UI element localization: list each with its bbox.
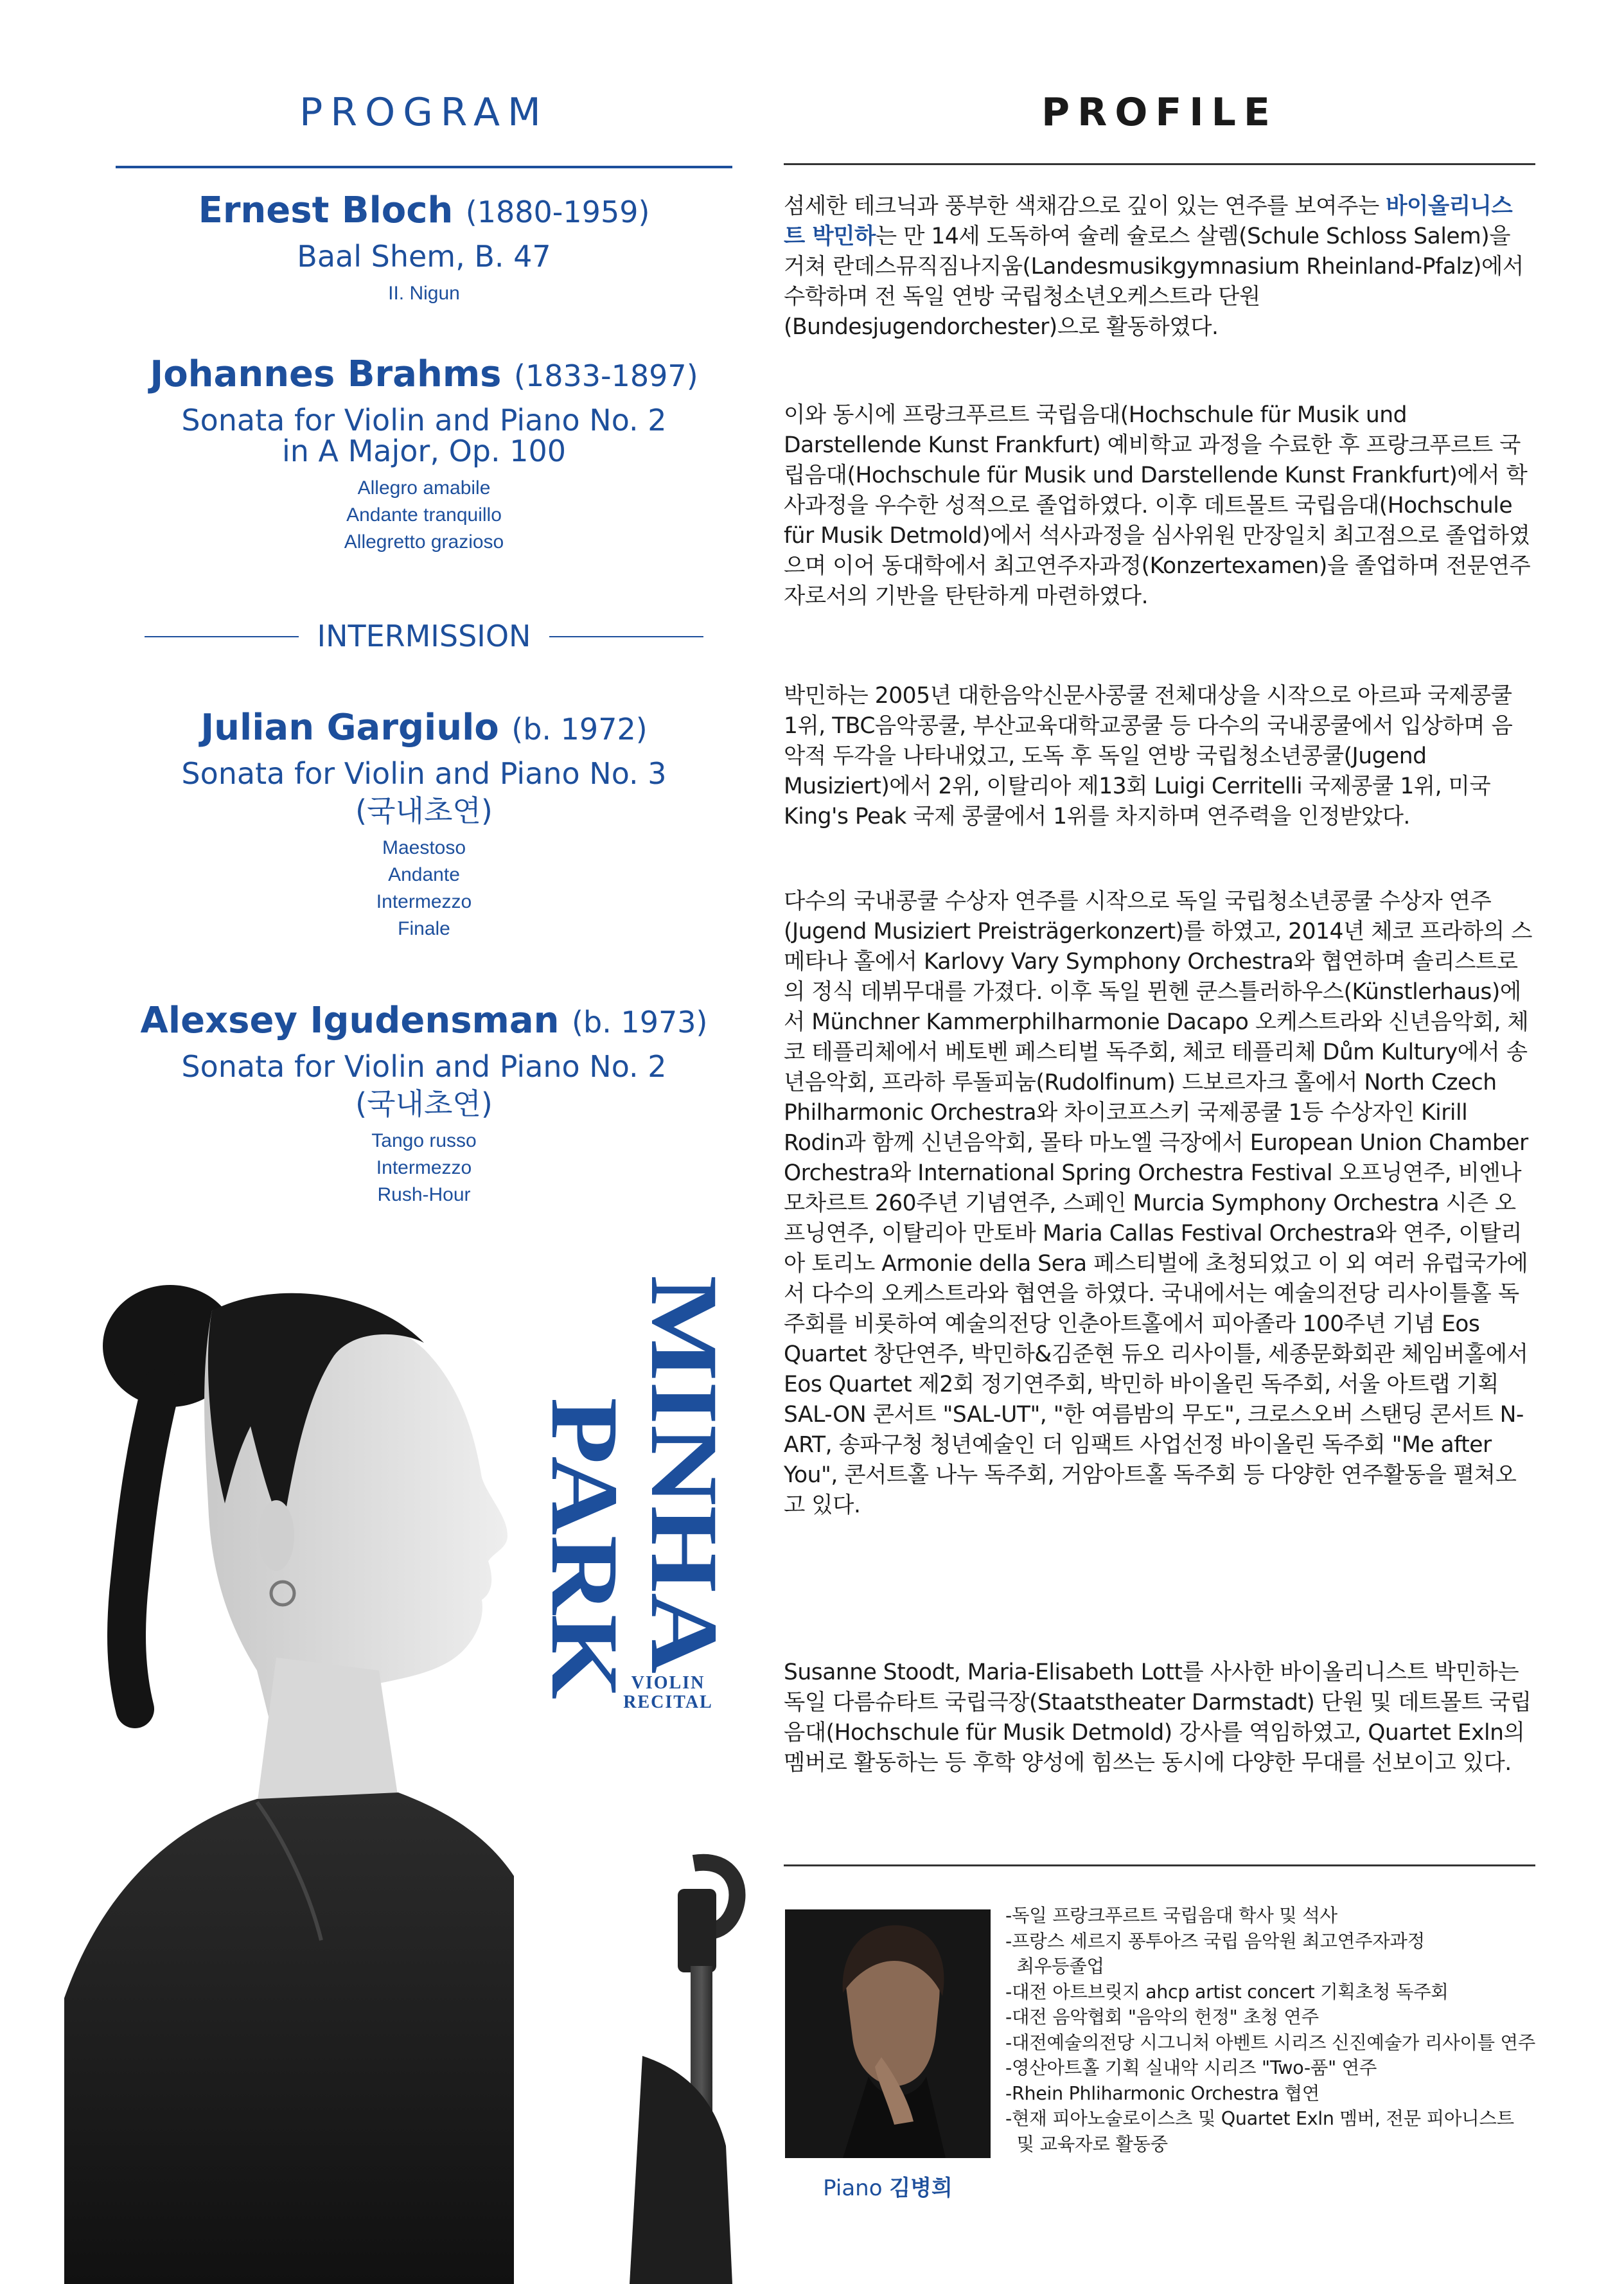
title-last-name: PARK xyxy=(531,1397,638,1663)
instrument-label: Piano xyxy=(823,2175,890,2201)
movement: Rush-Hour xyxy=(377,1184,471,1205)
program-heading: PROGRAM xyxy=(299,90,549,135)
title-first-name: MINHA xyxy=(631,1275,737,1618)
credit-item: -영산아트홀 기획 실내악 시리즈 "Two-품" 연주 xyxy=(1005,2057,1377,2078)
movement: Finale xyxy=(398,918,450,939)
artist-name-highlight: 바이올리니스트 박민하 xyxy=(784,193,1513,249)
work-title: Sonata for Violin and Piano No. 3 xyxy=(181,756,667,791)
movement: Tango russo xyxy=(371,1130,477,1151)
composer-years: (b. 1972) xyxy=(511,712,648,747)
movement: Allegro amabile xyxy=(357,477,491,499)
profile-paragraph-5: Susanne Stoodt, Maria-Elisabeth Lott를 사사한 바이올리니스트 박민하는 독일 다름슈타트 국립극장(Staatstheater Darmstadt) 단원 및 데트몰트 국립음대(Hochschule für Musik Detmold) 강사를 역임하였고, Quartet Exln의 멤버로 활동하는 등 후학 양성에 힘쓰는 동시에 다양한 무대를 선보이고 있다. xyxy=(784,1660,1531,1776)
movement-list xyxy=(116,1128,732,1208)
pianist-divider xyxy=(784,1864,1535,1866)
paragraph-text: 섬세한 테크닉과 풍부한 색채감으로 깊이 있는 연주를 보여주는 xyxy=(784,193,1386,219)
movement: Intermezzo xyxy=(376,891,472,912)
pianist-portrait xyxy=(785,1909,991,2158)
credit-item: -프랑스 세르지 퐁투아즈 국립 음악원 최고연주자과정 xyxy=(1005,1930,1425,1952)
program-piece-igudensman xyxy=(116,998,732,1208)
movement: Andante xyxy=(388,864,460,885)
profile-paragraph-4: 다수의 국내콩쿨 수상자 연주를 시작으로 독일 국립청소년콩쿨 수상자 연주(Jugend Musiziert Preisträgerkonzert)를 하였고, 2014년 체코 프라하의 스메타나 홀에서 Karlovy Vary Symphony Orchestra와 협연하며 솔리스트로의 정식 데뷔무대를 가졌다. 이후 독일 뮌헨 쿤스틀러하우스(Künstlerhaus)에서 Münchner Kammerphilharmonie Dacapo 오케스트라와 신년음악회, 체코 테플리체에서 베토벤 페스티벌 독주회, 체코 테플리체 Dům Kultury에서 송년음악회, 프라하 루돌피눔(Rudolfinum) 드보르자크 홀에서 North Czech Philharmonic Orchestra와 차이코프스키 국제콩쿨 1등 수상자인 Kirill Rodin과 함께 신년음악회, 몰타 마노엘 극장에서 European Union Chamber Orchestra와 International Spring Orchestra Festival 오프닝연주, 비엔나 모차르트 260주년 기념연주, 스페인 Murcia Symphony Orchestra 시즌 오프닝연주, 이탈리아 만토바 Maria Callas Festival Orchestra와 연주, 이탈리아 토리노 Armonie della Sera 페스티벌에 초청되었고 이 외 여러 유럽국가에서 다수의 오케스트라와 협연을 하였다. 국내에서는 예술의전당 리사이틀홀 독주회를 비롯하여 예술의전당 인춘아트홀에서 피아졸라 100주년 기념 Eos Quartet 창단연주, 박민하&김준현 듀오 리사이틀, 세종문화회관 체임버홀에서 Eos Quartet 제2회 정기연주회, 박민하 바이올린 독주회, 서울 아트랩 기획 SAL-ON 콘서트 "SAL-UT", "한 여름밤의 무도", 크로스오버 스탠딩 콘서트 N-ART, 송파구청 청년예술인 더 임팩트 사업선정 바이올린 독주회 "Me after You", 콘서트홀 나누 독주회, 거암아트홀 독주회 등 다양한 연주활동을 펼쳐오고 있다. xyxy=(784,889,1532,1518)
composer-name: Ernest Bloch xyxy=(198,190,454,231)
pianist-caption xyxy=(785,2170,991,2202)
composer-name: Alexsey Igudensman xyxy=(140,1000,560,1041)
subtitle-violin: VIOLIN xyxy=(631,1673,705,1693)
premiere-note: (국내초연) xyxy=(355,1086,493,1121)
movement: Intermezzo xyxy=(376,1157,472,1178)
profile-paragraph-2: 이와 동시에 프랑크푸르트 국립음대(Hochschule für Musik und Darstellende Kunst Frankfurt) 예비학교 과정을 수료한 후 프랑크푸르트 국립음대(Hochschule für Musik und Darstellende Kunst Frankfurt)에서 학사과정을 우수한 성적으로 졸업하였다. 이후 데트몰트 국립음대(Hochschule für Musik Detmold)에서 석사과정을 심사위원 만장일치 최고점으로 졸업하였으며 이어 동대학에서 최고연주자과정(Konzertexamen)을 졸업하며 전문연주자로서의 기반을 탄탄하게 마련하였다. xyxy=(784,402,1531,609)
composer-years: (b. 1973) xyxy=(572,1005,708,1040)
paragraph-text: 는 만 14세 도독하여 슐레 슐로스 살렘(Schule Schloss Salem)을 거쳐 란데스뮤직짐나지움(Landesmusikgymnasium Rheinland-Pfalz)에서 수학하며 전 독일 연방 국립청소년오케스트라 단원(Bundesjugendorchester)으로 활동하였다. xyxy=(784,224,1524,340)
credit-item: 최우등졸업 xyxy=(1005,1956,1104,1977)
profile-divider xyxy=(784,163,1535,165)
movement-list xyxy=(116,280,732,307)
credit-item: 및 교육자로 활동중 xyxy=(1005,2133,1168,2155)
violin-scroll xyxy=(630,1863,737,2284)
composer-years: (1833-1897) xyxy=(514,359,698,393)
composer-years: (1880-1959) xyxy=(465,195,650,229)
movement-list xyxy=(116,475,732,556)
movement: Andante tranquillo xyxy=(346,504,502,526)
intermission-rule-right xyxy=(549,636,703,637)
composer-name: Johannes Brahms xyxy=(150,353,502,395)
credit-item: -Rhein Phliharmonic Orchestra 협연 xyxy=(1005,2082,1320,2104)
credit-item: -현재 피아노술로이스츠 및 Quartet Exln 멤버, 전문 피아니스트 xyxy=(1005,2108,1514,2129)
pianist-name: 김병희 xyxy=(889,2175,953,2201)
work-title: Baal Shem, B. 47 xyxy=(297,239,551,274)
premiere-note: (국내초연) xyxy=(355,793,493,828)
profile-paragraph-1 xyxy=(784,191,1532,342)
pianist-credits xyxy=(1005,1903,1545,2157)
work-title: Sonata for Violin and Piano No. 2 xyxy=(181,1049,667,1084)
movement: II. Nigun xyxy=(388,283,460,304)
profile-heading: PROFILE xyxy=(1041,90,1278,135)
program-piece-gargiulo xyxy=(116,705,732,943)
work-title-line-2: in A Major, Op. 100 xyxy=(281,434,567,468)
credit-item: -대전 음악협회 "음악의 헌정" 초청 연주 xyxy=(1005,2006,1319,2028)
credit-item: -독일 프랑크푸르트 국립음대 학사 및 석사 xyxy=(1005,1905,1337,1926)
work-title: Sonata for Violin and Piano No. 2 xyxy=(181,403,667,438)
movement: Maestoso xyxy=(382,837,466,858)
program-divider xyxy=(116,166,732,168)
intermission-divider xyxy=(145,617,703,655)
composer-name: Julian Gargiulo xyxy=(200,707,499,748)
movement: Allegretto grazioso xyxy=(344,531,504,553)
subtitle-recital: RECITAL xyxy=(623,1692,713,1712)
credit-item: -대전예술의전당 시그니처 아벤트 시리즈 신진예술가 리사이틀 연주 xyxy=(1005,2032,1536,2053)
movement-list xyxy=(116,835,732,943)
profile-paragraph-3: 박민하는 2005년 대한음악신문사콩쿨 전체대상을 시작으로 아르파 국제콩쿨 1위, TBC음악콩쿨, 부산교육대학교콩쿨 등 다수의 국내콩쿨에서 입상하며 음악적 두각을 나타내었고, 도독 후 독일 연방 국립청소년콩쿨(Jugend Musiziert)에서 2위, 이탈리아 제13회 Luigi Cerritelli 국제콩쿨 1위, 미국 King's Peak 국제 콩쿨에서 1위를 차지하며 연주력을 인정받았다. xyxy=(784,683,1513,829)
program-piece-bloch xyxy=(116,188,732,307)
intermission-label: INTERMISSION xyxy=(317,619,531,653)
credit-item: -대전 아트브릿지 ahcp artist concert 기획초청 독주회 xyxy=(1005,1981,1449,2003)
program-piece-brahms xyxy=(116,351,732,556)
recital-subtitle xyxy=(617,1674,719,1712)
